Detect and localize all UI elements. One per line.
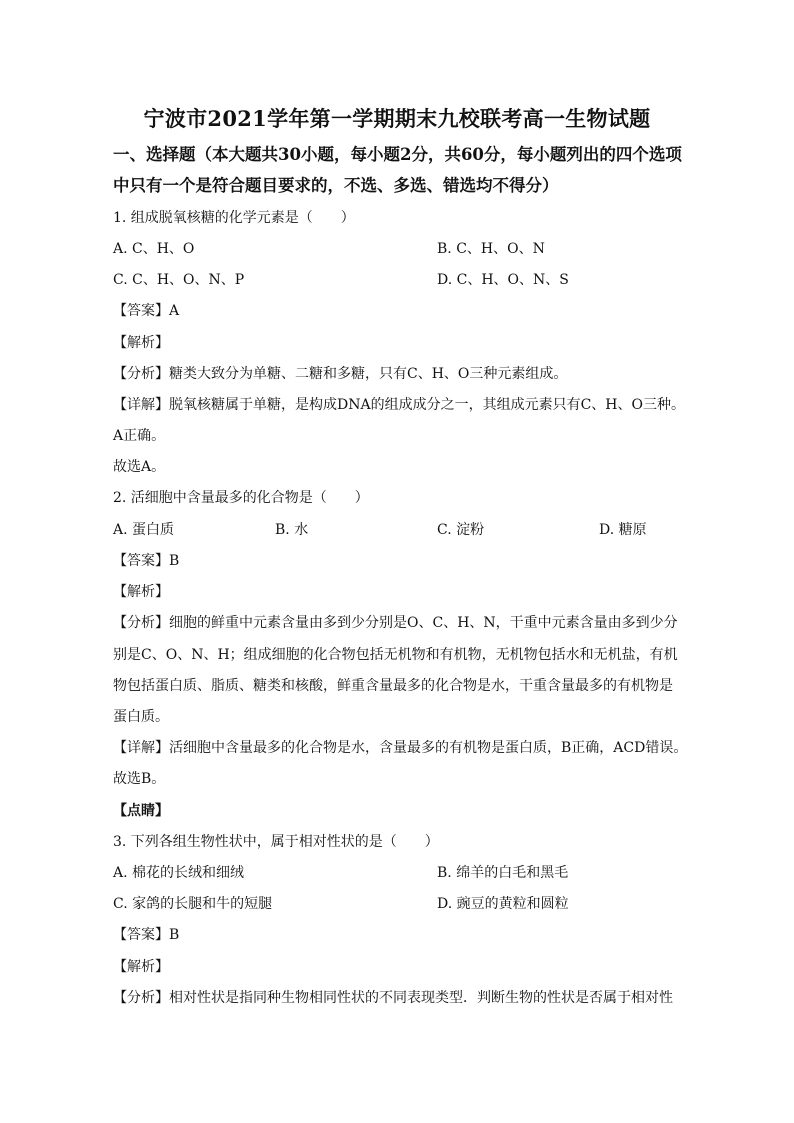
q1-conclusion: 故选A。 <box>113 459 166 475</box>
section-heading-line-2: 中只有一个是符合题目要求的，不选、多选、错选均不得分） <box>113 176 559 195</box>
q2-detail: 【详解】活细胞中含量最多的化合物是水，含量最多的有机物是蛋白质，B正确，ACD错误。 <box>113 740 688 756</box>
page-title: 宁波市2021学年第一学期期末九校联考高一生物试题 <box>143 106 651 131</box>
section-heading-line-1: 一、选择题（本大题共30小题，每小题2分，共60分，每小题列出的四个选项 <box>113 145 682 164</box>
q2-answer: 【答案】B <box>113 553 180 569</box>
q3-jiexi-label: 【解析】 <box>113 959 169 975</box>
q3-analysis: 【分析】相对性状是指同种生物相同性状的不同表现类型．判断生物的性状是否属于相对性 <box>113 990 673 1006</box>
q1-answer: 【答案】A <box>113 303 180 319</box>
q2-stem: 2. 活细胞中含量最多的化合物是（ ） <box>113 490 369 506</box>
q3-answer: 【答案】B <box>113 927 180 943</box>
q1-detail-line-1: 【详解】脱氧核糖属于单糖，是构成DNA的组成成分之一，其组成元素只有C、H、O三种。 <box>113 397 685 413</box>
q1-option-d: D. C、H、O、N、S <box>437 272 569 288</box>
q1-jiexi-label: 【解析】 <box>113 335 169 351</box>
q1-analysis: 【分析】糖类大致分为单糖、二糖和多糖，只有C、H、O三种元素组成。 <box>113 366 568 382</box>
q3-option-d: D. 豌豆的黄粒和圆粒 <box>437 896 569 912</box>
q2-analysis-line-1: 【分析】细胞的鲜重中元素含量由多到少分别是O、C、H、N，干重中元素含量由多到少分 <box>113 615 678 631</box>
q2-jiexi-label: 【解析】 <box>113 584 169 600</box>
q1-option-c: C. C、H、O、N、P <box>113 272 245 288</box>
q2-option-d: D. 糖原 <box>599 522 647 538</box>
q1-option-a: A. C、H、O <box>113 241 195 257</box>
q2-option-c: C. 淀粉 <box>437 522 485 538</box>
q1-detail-line-2: A正确。 <box>113 428 166 444</box>
q2-analysis-line-3: 物包括蛋白质、脂质、糖类和核酸，鲜重含量最多的化合物是水，干重含量最多的有机物是 <box>113 678 673 694</box>
q2-analysis-line-4: 蛋白质。 <box>113 709 169 725</box>
q2-option-a: A. 蛋白质 <box>113 522 175 538</box>
q3-option-b: B. 绵羊的白毛和黑毛 <box>437 865 569 881</box>
q3-stem: 3. 下列各组生物性状中，属于相对性状的是（ ） <box>113 834 439 850</box>
q2-option-b: B. 水 <box>275 522 309 538</box>
q2-tip-label: 【点睛】 <box>113 803 169 819</box>
q2-conclusion: 故选B。 <box>113 771 166 787</box>
q1-option-b: B. C、H、O、N <box>437 241 545 257</box>
q2-analysis-line-2: 别是C、O、N、H；组成细胞的化合物包括无机物和有机物，无机物包括水和无机盐，有机 <box>113 647 678 663</box>
q3-option-a: A. 棉花的长绒和细绒 <box>113 865 245 881</box>
q1-stem: 1. 组成脱氧核糖的化学元素是（ ） <box>113 210 355 226</box>
q3-option-c: C. 家鸽的长腿和牛的短腿 <box>113 896 273 912</box>
